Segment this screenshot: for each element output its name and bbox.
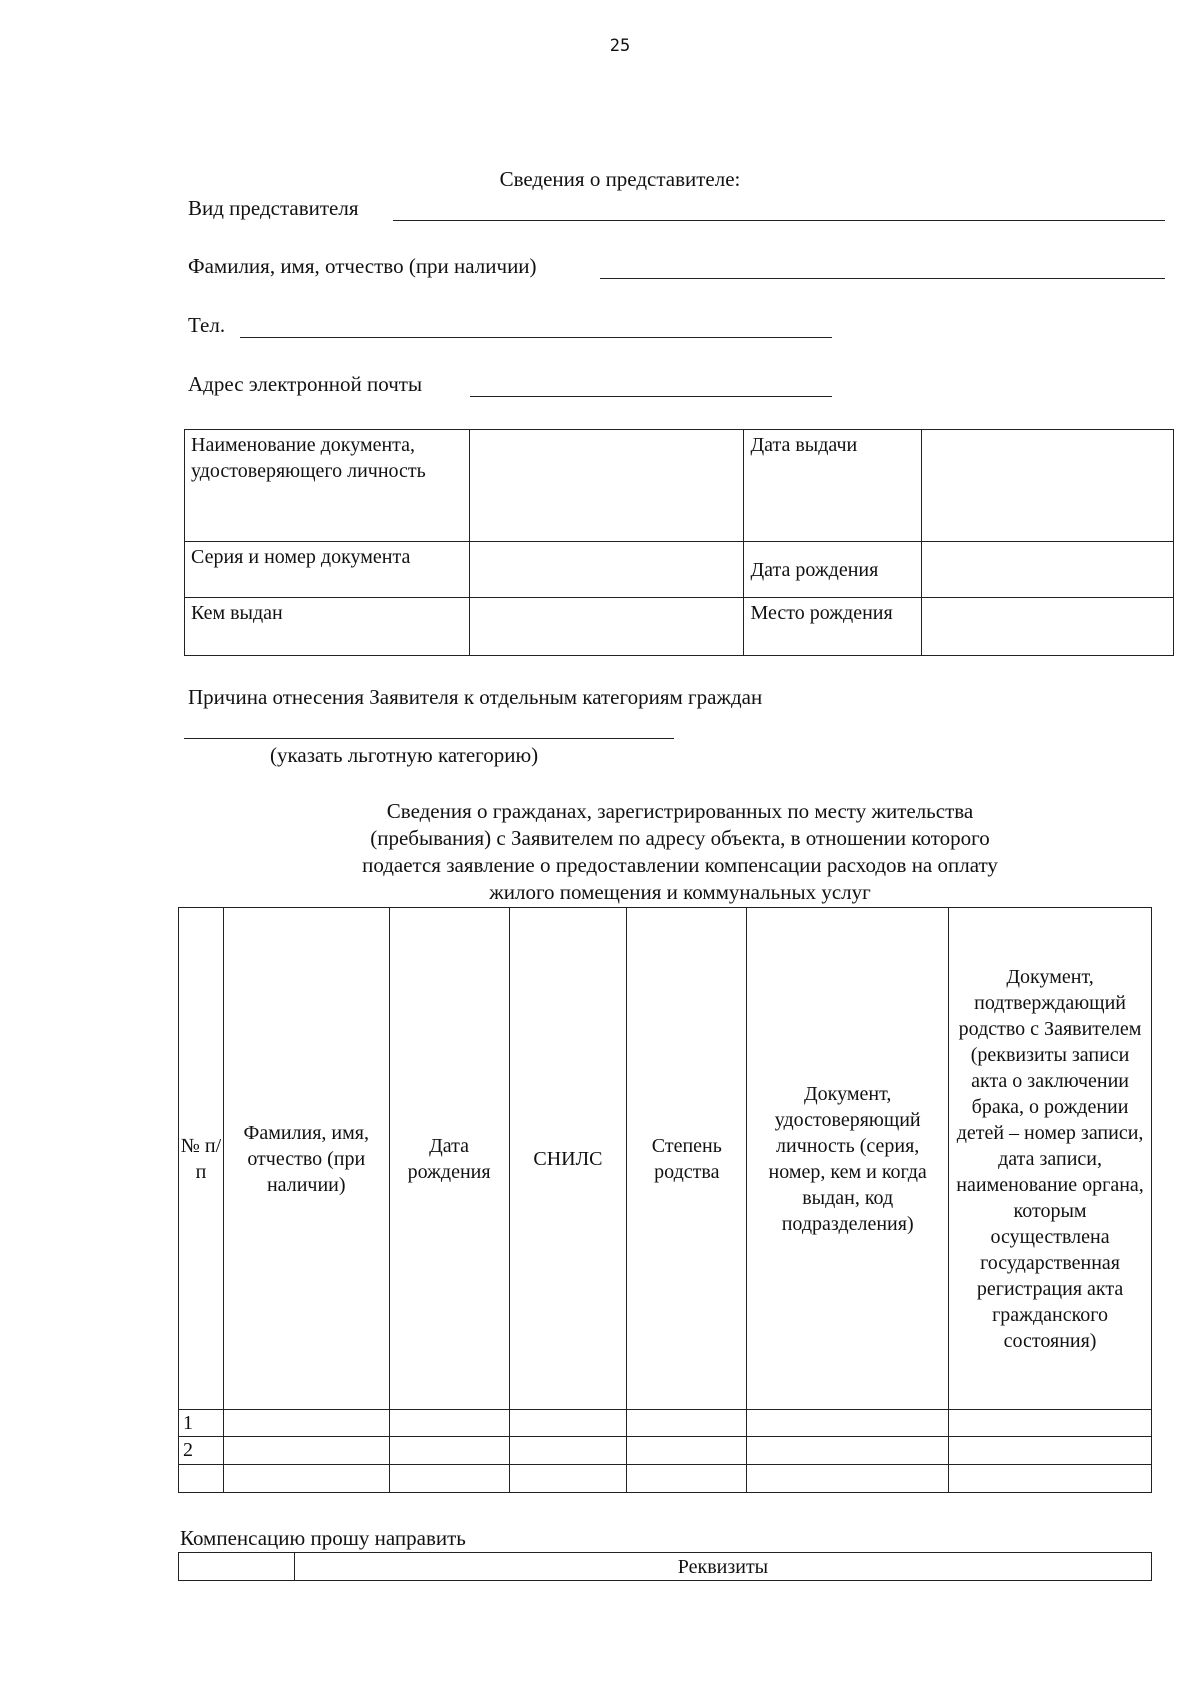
- representative-fio-field[interactable]: [600, 278, 1165, 279]
- representative-heading: Сведения о представителе:: [499, 167, 741, 191]
- representative-kind-field[interactable]: [393, 220, 1165, 221]
- citizens-heading-line: Сведения о гражданах, зарегистрированных по месту жительства: [386, 799, 974, 823]
- col-identity-doc: Документ, удостоверяющий личность (серия, номер, кем и когда выдан, код подразделения): [747, 908, 949, 1410]
- table-cell[interactable]: [747, 1410, 949, 1437]
- details-header: Реквизиты: [294, 1553, 1151, 1581]
- citizens-table: [178, 907, 1152, 1493]
- table-cell[interactable]: [509, 1465, 627, 1493]
- table-cell[interactable]: [223, 1437, 389, 1465]
- issue-date-value[interactable]: [922, 430, 1174, 542]
- table-cell[interactable]: [389, 1410, 509, 1437]
- row-number: 2: [179, 1437, 224, 1465]
- doc-name-label: Наименование документа, удостоверяющего личность: [185, 430, 470, 542]
- series-number-value[interactable]: [469, 542, 744, 598]
- representative-phone-field[interactable]: [240, 337, 832, 338]
- citizens-table-header: [179, 908, 1152, 1410]
- citizens-heading-line: (пребывания) с Заявителем по адресу объекта, в отношении которого: [370, 826, 990, 850]
- citizens-heading: [180, 798, 1180, 906]
- table-cell[interactable]: [747, 1465, 949, 1493]
- representative-email-label: Адрес электронной почты: [188, 372, 423, 396]
- representative-phone-label: Тел.: [188, 313, 226, 337]
- page-number: 25: [609, 36, 631, 56]
- col-birth-date: Дата рождения: [389, 908, 509, 1410]
- representative-doc-table: [184, 429, 1174, 656]
- col-fio: Фамилия, имя, отчество (при наличии): [223, 908, 389, 1410]
- birth-place-value[interactable]: [922, 598, 1174, 656]
- citizens-heading-line: подается заявление о предоставлении компенсации расходов на оплату: [362, 853, 998, 877]
- table-cell[interactable]: [627, 1410, 747, 1437]
- table-cell[interactable]: [389, 1437, 509, 1465]
- representative-kind-label: Вид представителя: [188, 196, 359, 220]
- table-cell[interactable]: [627, 1465, 747, 1493]
- row-number: [179, 1465, 224, 1493]
- table-cell[interactable]: [223, 1465, 389, 1493]
- birth-date-value[interactable]: [922, 542, 1174, 598]
- table-row: [179, 1410, 1152, 1437]
- col-kinship: Степень родства: [627, 908, 747, 1410]
- issued-by-label: Кем выдан: [185, 598, 470, 656]
- row-number: 1: [179, 1410, 224, 1437]
- compensation-blank-cell[interactable]: [179, 1553, 295, 1581]
- table-cell[interactable]: [389, 1465, 509, 1493]
- citizens-heading-line: жилого помещения и коммунальных услуг: [489, 880, 871, 904]
- representative-fio-label: Фамилия, имя, отчество (при наличии): [188, 254, 537, 278]
- col-number: № п/п: [179, 908, 224, 1410]
- table-cell[interactable]: [223, 1410, 389, 1437]
- table-cell[interactable]: [747, 1437, 949, 1465]
- series-number-label: Серия и номер документа: [185, 542, 470, 598]
- table-cell[interactable]: [949, 1465, 1152, 1493]
- compensation-table: [178, 1552, 1152, 1581]
- table-cell[interactable]: [509, 1437, 627, 1465]
- reason-field[interactable]: [184, 738, 674, 739]
- table-cell[interactable]: [509, 1410, 627, 1437]
- table-cell[interactable]: [949, 1437, 1152, 1465]
- reason-label: Причина отнесения Заявителя к отдельным категориям граждан: [188, 685, 763, 709]
- reason-hint: (указать льготную категорию): [270, 743, 539, 767]
- table-row: [179, 1465, 1152, 1493]
- doc-name-value[interactable]: [469, 430, 744, 542]
- table-row: [179, 1437, 1152, 1465]
- col-snils: СНИЛС: [509, 908, 627, 1410]
- col-kinship-doc: Документ, подтверждающий родство с Заявителем (реквизиты записи акта о заключении брака, о рождении детей – номер записи, дата записи, наименование органа, которым осуществлена государственная регистрация акта гражданского состояния): [949, 908, 1152, 1410]
- birth-place-label: Место рождения: [744, 598, 922, 656]
- table-cell[interactable]: [627, 1437, 747, 1465]
- table-cell[interactable]: [949, 1410, 1152, 1437]
- compensation-label: Компенсацию прошу направить: [180, 1526, 466, 1550]
- issue-date-label: Дата выдачи: [744, 430, 922, 542]
- issued-by-value[interactable]: [469, 598, 744, 656]
- birth-date-label: Дата рождения: [744, 542, 922, 598]
- representative-email-field[interactable]: [470, 396, 832, 397]
